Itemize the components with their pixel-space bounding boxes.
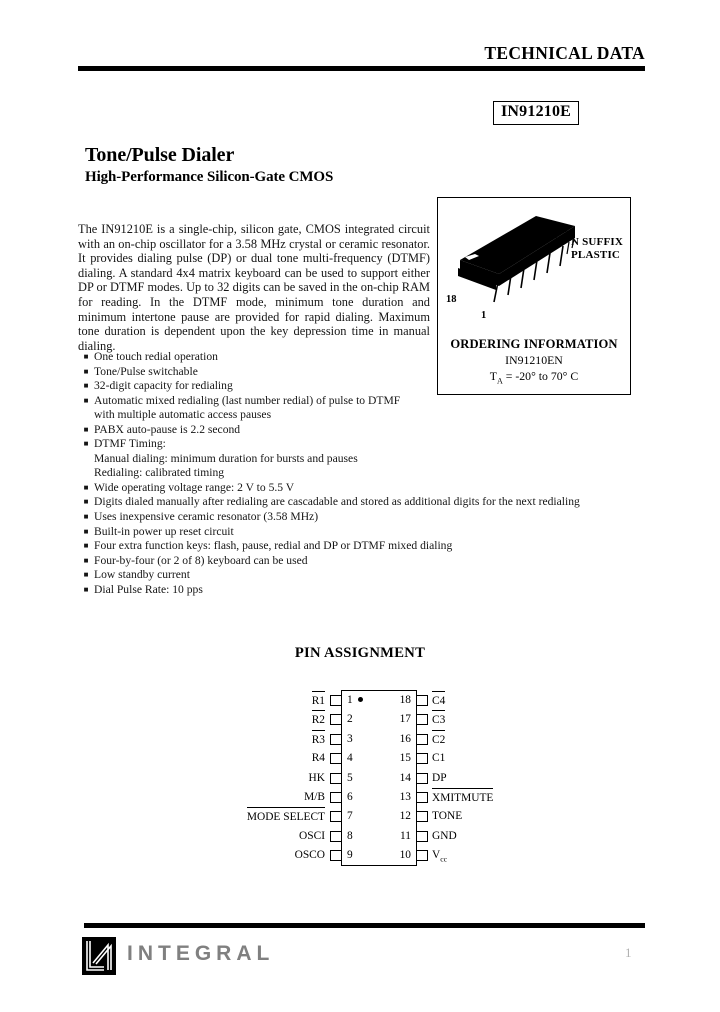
pin-number-left: 9: [347, 849, 353, 862]
logo-glyph: [82, 937, 116, 975]
pin-row: [262, 846, 477, 865]
pin-assignment-diagram: [246, 688, 494, 870]
pin-label-right: [432, 691, 445, 711]
pin-label-left: [312, 691, 325, 711]
feature-item: [78, 495, 638, 510]
pin-lead-left: [330, 753, 342, 764]
part-number-badge: IN91210E: [493, 101, 579, 125]
bullet-icon: ■: [83, 424, 89, 434]
pin-label-right-text: C1: [432, 752, 446, 765]
pin-number-left: 3: [347, 732, 353, 745]
pin-label-right: [432, 769, 447, 788]
feature-text: Low standby current: [94, 568, 190, 582]
pin-label-left: [312, 710, 325, 730]
pin-label-right-text: $V_{cc}$: [432, 849, 447, 864]
package-suffix-line1: N SUFFIX: [571, 236, 624, 248]
pin-label-right: [432, 749, 445, 768]
temp-range-value: = -20° to 70° C: [502, 369, 579, 383]
feature-text: PABX auto-pause is 2.2 second: [94, 422, 241, 436]
pin-label-right: [432, 788, 493, 808]
bullet-icon: ■: [83, 352, 89, 361]
bullet-icon: ■: [83, 541, 89, 551]
pin-row: [262, 769, 477, 788]
pin-label-left: [312, 730, 325, 750]
pin-lead-left: [330, 773, 342, 784]
pin-lead-right: [416, 695, 428, 706]
feature-text: Built-in power up reset circuit: [94, 524, 234, 538]
pin-number-left: 6: [347, 791, 353, 803]
pin-label-left-text: R2: [312, 710, 325, 729]
package-ordering-box: [437, 197, 631, 395]
package-pin18-label: 18: [446, 294, 457, 305]
pin-number-right: 15: [399, 752, 411, 765]
bullet-icon: ■: [83, 439, 89, 449]
feature-item: [78, 568, 638, 583]
pin-number-left: 4: [347, 752, 353, 765]
technical-data-label: TECHNICAL DATA: [484, 43, 645, 63]
pin-row: [262, 730, 477, 749]
feature-subline: Redialing: calibrated timing: [94, 466, 225, 480]
pin-assignment-heading: PIN ASSIGNMENT: [294, 645, 426, 661]
pin-label-right-text: DP: [432, 771, 447, 784]
pin-number-left: 7: [347, 810, 353, 823]
pin-label-left: [299, 827, 325, 846]
footer-rule: [84, 923, 645, 928]
pin-lead-left: [330, 811, 342, 822]
page-title: Tone/Pulse Dialer: [85, 144, 235, 166]
pin-label-right-text: C2: [432, 730, 445, 749]
pin-label-right-text: C4: [432, 691, 445, 710]
bullet-icon: ■: [83, 497, 89, 507]
pin-lead-right: [416, 773, 428, 784]
pin-label-left-text: OSCI: [299, 829, 325, 842]
pin-lead-left: [330, 695, 342, 706]
temp-symbol: T: [489, 369, 498, 383]
bullet-icon: ■: [83, 381, 89, 391]
pin-number-left: 2: [347, 713, 353, 726]
feature-text: Four-by-four (or 2 of 8) keyboard can be used: [94, 553, 308, 567]
pin-number-left: 1: [347, 694, 353, 706]
bullet-icon: ■: [83, 584, 89, 594]
pin-number-left: 5: [347, 771, 353, 784]
pin-number-right: 12: [399, 810, 411, 823]
feature-text: Uses inexpensive ceramic resonator (3.58 MHz): [94, 510, 319, 524]
pin-label-right: [432, 710, 445, 730]
feature-text: Wide operating voltage range: 2 V to 5.5 V: [94, 480, 295, 494]
page-number: 1: [625, 945, 632, 960]
bullet-icon: ■: [83, 395, 89, 405]
page-subtitle: High-Performance Silicon-Gate CMOS: [85, 169, 334, 185]
pin-row: [246, 807, 477, 826]
feature-text: Four extra function keys: flash, pause, redial and DP or DTMF mixed dialing: [94, 539, 453, 553]
header-rule: [78, 66, 645, 71]
pin-number-right: 10: [399, 849, 411, 862]
feature-text: Dial Pulse Rate: 10 pps: [94, 582, 203, 596]
integral-logo-mark: [82, 937, 116, 975]
pin-lead-right: [416, 734, 428, 745]
pin-lead-left: [330, 734, 342, 745]
pin-label-left-text: R4: [311, 752, 325, 765]
pin-lead-left: [330, 850, 342, 861]
pin-number-right: 16: [399, 732, 411, 745]
pin-label-left-text: MODE SELECT: [247, 807, 325, 826]
package-suffix-line2: PLASTIC: [571, 249, 621, 261]
pin-label-right-text: TONE: [432, 810, 463, 823]
pin-label-left: [304, 788, 325, 807]
ordering-information-title: ORDERING INFORMATION: [450, 337, 618, 351]
pin-label-left: [247, 807, 325, 827]
feature-item: [78, 437, 638, 452]
ordering-part-number: IN91210EN: [505, 353, 563, 367]
pin-number-right: 11: [400, 829, 411, 842]
feature-continuation: with multiple automatic access pauses: [94, 408, 272, 422]
pin-row: [262, 788, 494, 807]
pin-label-left-text: R1: [312, 691, 325, 710]
bullet-icon: ■: [83, 512, 89, 522]
integral-logo-text: INTEGRAL: [127, 942, 275, 965]
pin-label-left-text: OSCO: [294, 849, 325, 862]
pin-row: [262, 827, 477, 846]
feature-text: One touch redial operation: [94, 350, 218, 363]
pin-number-right: 17: [399, 713, 411, 726]
bullet-icon: ■: [83, 526, 89, 536]
feature-item: [78, 510, 638, 525]
pin-lead-right: [416, 753, 428, 764]
pin-lead-right: [416, 792, 428, 803]
pin-label-right: [432, 846, 447, 869]
pin-lead-left: [330, 831, 342, 842]
feature-text: Tone/Pulse switchable: [94, 364, 198, 378]
page-header: [78, 44, 645, 71]
pin-label-left-text: R3: [312, 730, 325, 749]
bullet-icon: ■: [83, 366, 89, 376]
pin-label-left: [295, 846, 325, 865]
temp-subscript: A: [497, 376, 503, 386]
pin-label-right: [432, 730, 445, 750]
pin-label-left: [309, 769, 325, 788]
feature-item: [78, 583, 638, 598]
pin-lead-right: [416, 714, 428, 725]
feature-text: Digits dialed manually after redialing are cascadable and stored as additional digits for the next redialing: [94, 495, 580, 509]
bullet-icon: ■: [83, 555, 89, 565]
pin-row: [262, 691, 477, 710]
pin-number-right: 14: [399, 771, 411, 784]
feature-item: [78, 525, 638, 540]
pin-label-right-text: XMITMUTE: [432, 788, 493, 807]
feature-item: [78, 539, 638, 554]
package-pin1-label: 1: [481, 310, 487, 321]
pin-label-right-text: GND: [432, 829, 457, 842]
pin-lead-left: [330, 792, 342, 803]
ordering-temperature-range: [438, 369, 630, 385]
pin-lead-right: [416, 811, 428, 822]
pin-number-right: 13: [399, 791, 411, 803]
pin-lead-left: [330, 714, 342, 725]
pin-label-right: [432, 807, 462, 826]
pin-label-left-text: M/B: [304, 791, 325, 803]
feature-item: [78, 554, 638, 569]
pin-lead-right: [416, 831, 428, 842]
pin-label-right: [432, 827, 457, 846]
feature-item: [78, 394, 638, 409]
pin-number-left: 8: [347, 829, 353, 842]
pin-row: [262, 710, 477, 729]
feature-text: 32-digit capacity for redialing: [94, 379, 233, 393]
pin-label-left: [312, 749, 325, 768]
pin-lead-right: [416, 850, 428, 861]
pin-number-right: 18: [399, 694, 411, 706]
pin-row: [262, 749, 477, 768]
bullet-icon: ■: [83, 570, 89, 580]
intro-paragraph: The IN91210E is a single-chip, silicon gate, CMOS integrated circuit with an on-chip oscillator for a 3.58 MHz crystal or ceramic resonator. It provides dialing pulse (DP) or dual tone multi-frequency (DTMF) dialing. A standard 4x4 matrix keyboard can be used to support either DP or DTMF modes. Up to 32 digits can be saved in the on-chip RAM for reading. In the DTMF mode, minimum tone duration and minimum intertone pause are provided for rapid dialing. Maximum tone duration is dependent upon the key depression time in manual dialing.: [78, 222, 430, 353]
feature-item: [78, 481, 638, 496]
feature-subline: Manual dialing: minimum duration for bursts and pauses: [94, 451, 358, 465]
feature-text: DTMF Timing:: [94, 437, 166, 451]
bullet-icon: ■: [83, 482, 89, 492]
feature-item: [78, 423, 638, 438]
package-suffix-label: [571, 236, 623, 262]
feature-text: Automatic mixed redialing (last number redial) of pulse to DTMF: [94, 393, 401, 407]
pin-label-left-text: HK: [308, 771, 325, 784]
pin-label-right-text: C3: [432, 710, 445, 729]
